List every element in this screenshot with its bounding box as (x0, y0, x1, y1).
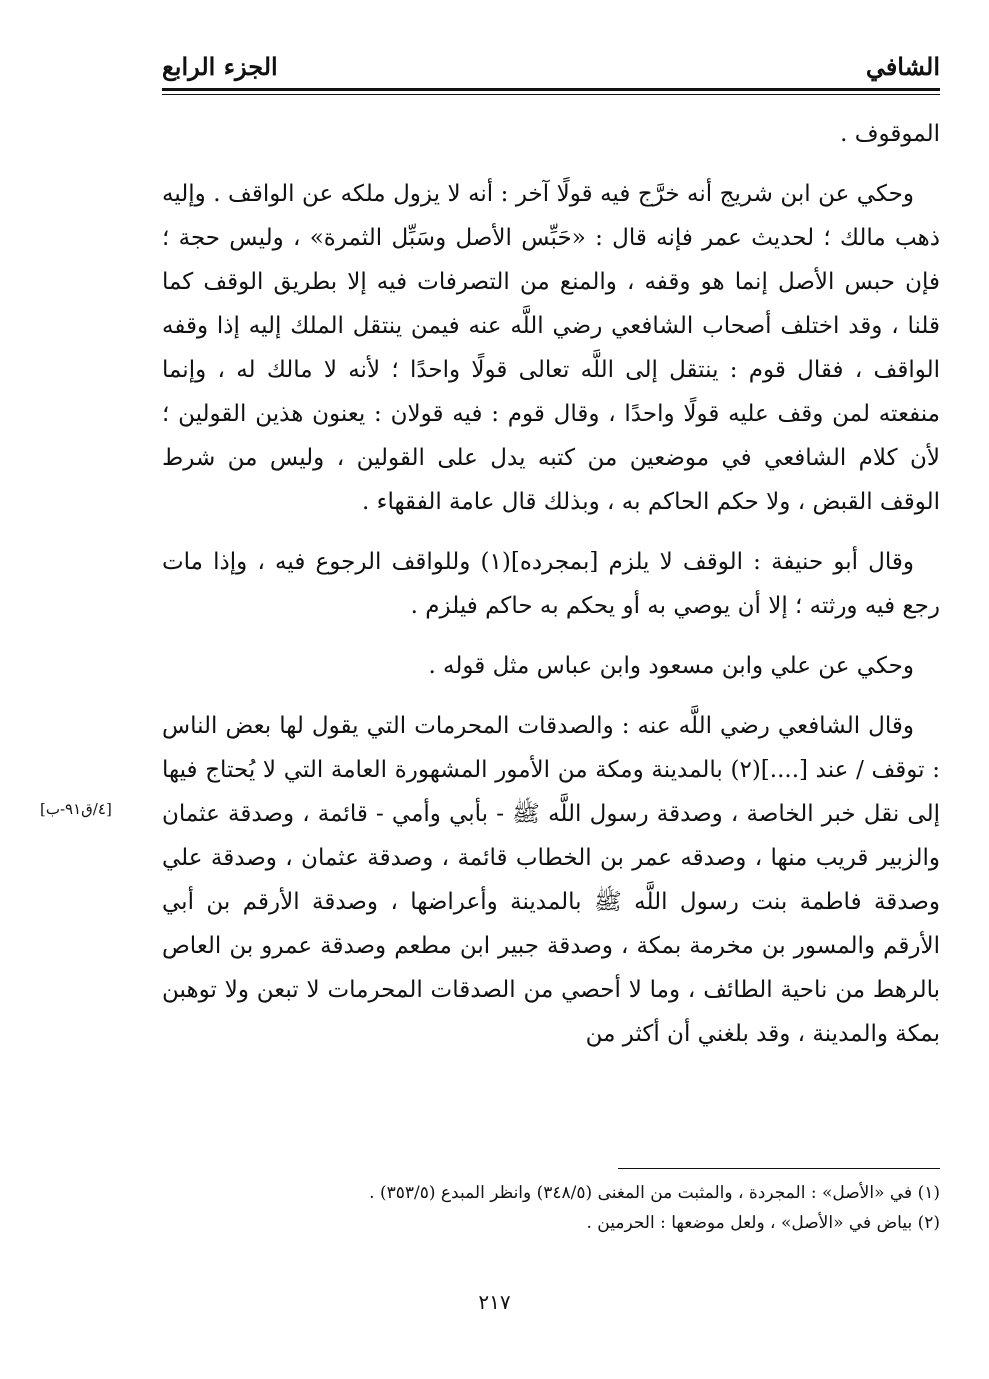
header-rule-thin (162, 94, 940, 95)
footnote-2: (٢) بياض في «الأصل» ، ولعل موضعها : الحرمين . (586, 1213, 940, 1233)
volume-title: الجزء الرابع (162, 52, 278, 81)
paragraph-1: وحكي عن ابن شريج أنه خرَّج فيه قولًا آخر : أنه لا يزول ملكه عن الواقف . وإليه ذهب مالك ؛ لحديث عمر فإنه قال : «حَبِّس الأصل وسَبِّل الثمرة» ، وليس حجة ؛ فإن حبس الأصل إنما هو وقفه ، والمنع من التصرفات فيه إلا بطريق الوقف كما قلنا ، وقد اختلف أصحاب الشافعي رضي اللَّه عنه فيمن ينتقل الملك إليه إذا وقفه الواقف ، فقال قوم : ينتقل إلى اللَّه تعالى قولًا واحدًا ؛ لأنه لا مالك له ، وإنما منفعته لمن وقف عليه قولًا واحدًا ، وقال قوم : فيه قولان : يعنون هذين القولين ؛ لأن كلام الشافعي في موضعين من كتبه يدل على القولين ، وليس من شرط الوقف القبض ، ولا حكم الحاكم به ، وبذلك قال عامة الفقهاء . (162, 181, 940, 515)
paragraph-0: الموقوف . (840, 121, 940, 147)
footnote-separator (618, 1168, 940, 1169)
running-header (162, 50, 940, 90)
page-number: ٢١٧ (478, 1290, 511, 1314)
paragraph-2: وقال أبو حنيفة : الوقف لا يلزم [بمجرده](١) وللواقف الرجوع فيه ، وإذا مات رجع فيه ورثته ؛ إلا أن يوصي به أو يحكم به حاكم فيلزم . (162, 549, 940, 619)
manuscript-folio-note: [٤/ق٩١-ب] (40, 800, 112, 818)
header-rule-thick (162, 88, 940, 91)
footnotes (300, 1178, 940, 1238)
paragraph-3: وحكي عن علي وابن مسعود وابن عباس مثل قوله . (428, 653, 914, 679)
paragraph-4: وقال الشافعي رضي اللَّه عنه : والصدقات المحرمات التي يقول لها بعض الناس : توقف / عند [....](٢) بالمدينة ومكة من الأمور المشهورة العامة التي لا يُحتاج فيها إلى نقل خبر الخاصة ، وصدقة رسول اللَّه ﷺ - بأبي وأمي - قائمة ، وصدقة عثمان والزبير قريب منها ، وصدقه عمر بن الخطاب قائمة ، وصدقة عثمان ، وصدقة علي وصدقة فاطمة بنت رسول اللَّه ﷺ بالمدينة وأعراضها ، وصدقة الأرقم بن أبي الأرقم والمسور بن مخرمة بمكة ، وصدقة جبير ابن مطعم وصدقة عمرو بن العاص بالرهط من ناحية الطائف ، وما لا أحصي من الصدقات المحرمات لا تبعن ولا توهبن بمكة والمدينة ، وقد بلغني أن أكثر من (162, 713, 940, 1047)
footnote-1: (١) في «الأصل» : المجردة ، والمثبت من المغنى (٣٤٨/٥) وانظر المبدع (٣٥٣/٥) . (369, 1183, 940, 1203)
book-title: الشافي (865, 52, 940, 81)
main-text (162, 112, 940, 1072)
